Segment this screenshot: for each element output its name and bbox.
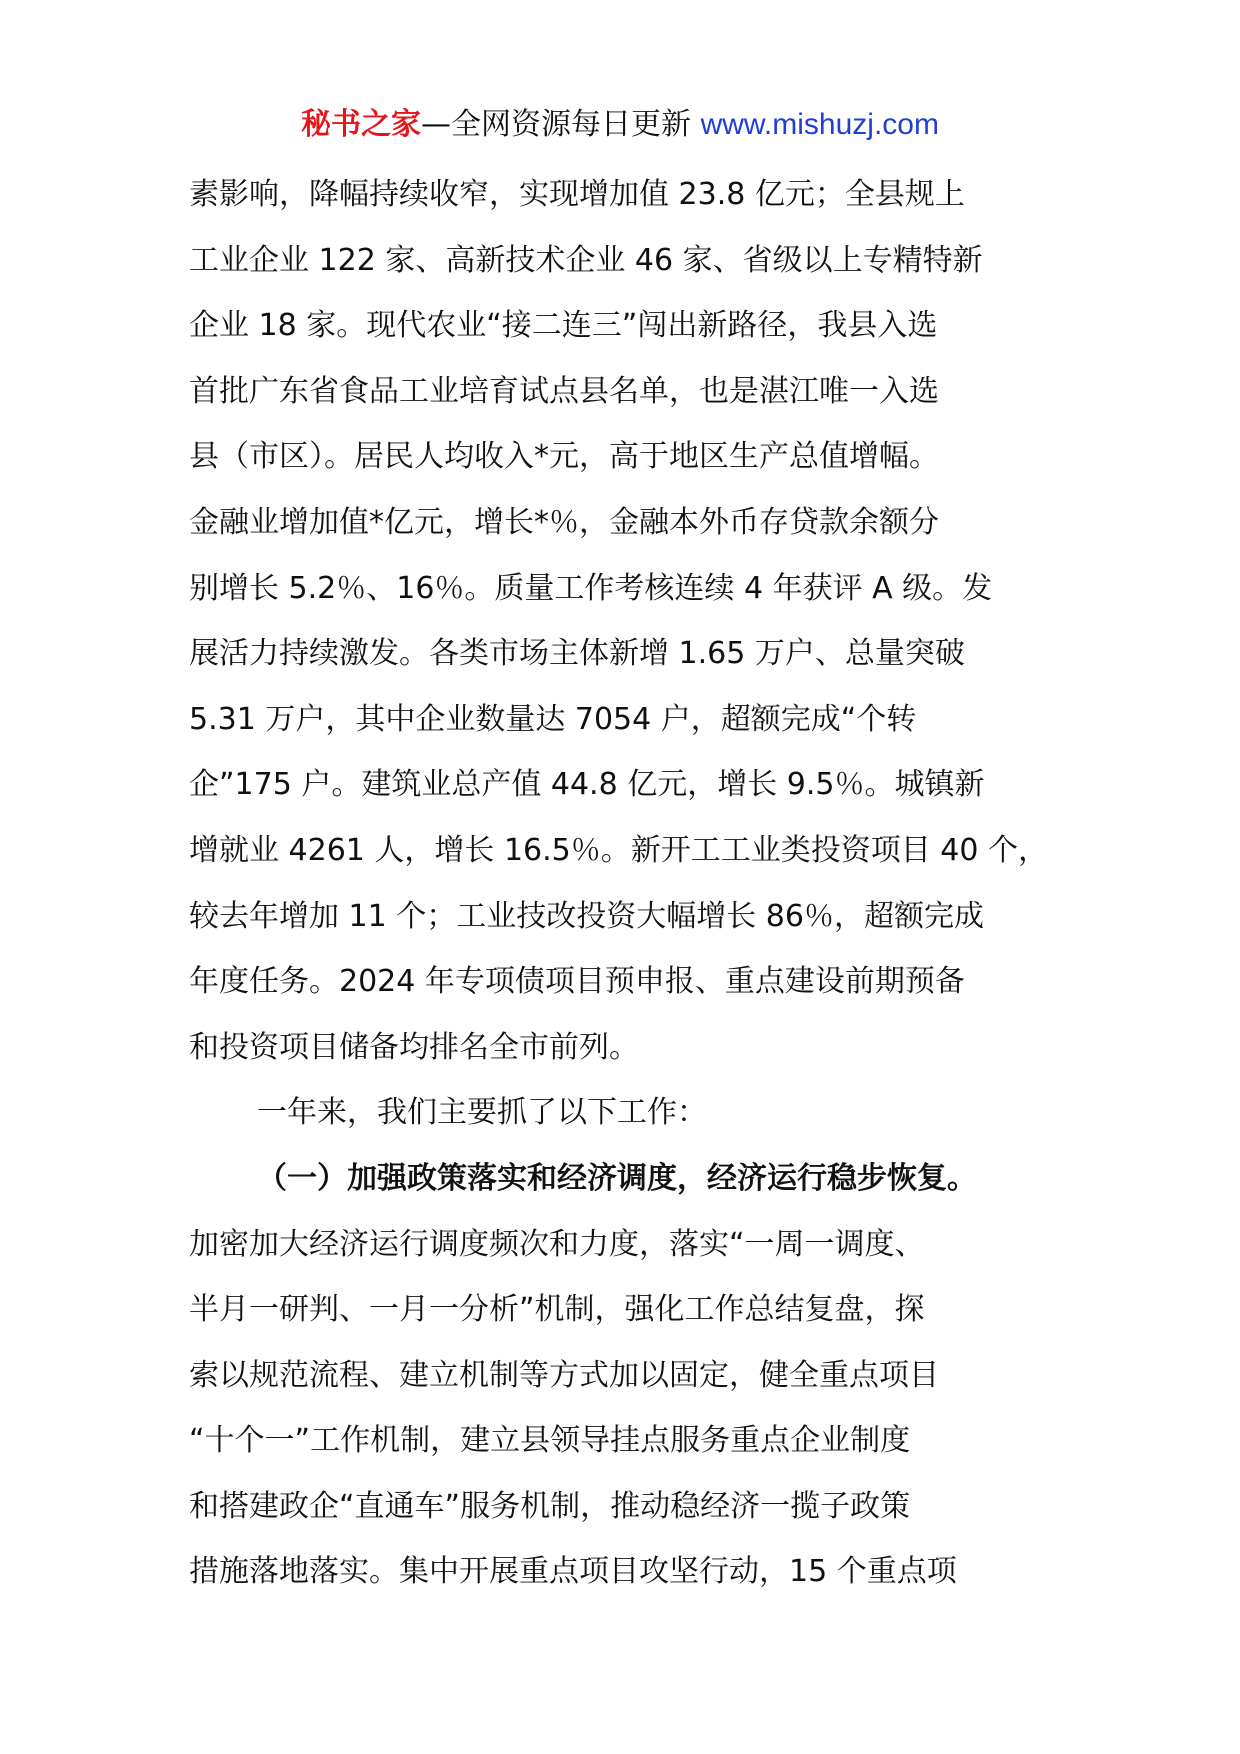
body-line: 工业企业 122 家、高新技术企业 46 家、省级以上专精特新 (189, 242, 983, 278)
body-line: 措施落地落实。集中开展重点项目攻坚行动，15 个重点项 (189, 1554, 957, 1590)
body-line: 增就业 4261 人，增长 16.5％。新开工工业类投资项目 40 个， (189, 832, 1048, 868)
body-line: 年度任务。2024 年专项债项目预申报、重点建设前期预备 (189, 964, 965, 1000)
body-line: 较去年增加 11 个；工业技改投资大幅增长 86％，超额完成 (189, 898, 984, 934)
brand-name: 秘书之家 (301, 107, 422, 142)
paragraph-intro: 一年来，我们主要抓了以下工作： (257, 1095, 707, 1131)
body-line: 加密加大经济运行调度频次和力度，落实“一周一调度、 (189, 1226, 925, 1262)
body-line: 企”175 户。建筑业总产值 44.8 亿元，增长 9.5％。城镇新 (189, 767, 985, 803)
body-line: “十个一”工作机制，建立县领导挂点服务重点企业制度 (189, 1423, 911, 1459)
body-line: 别增长 5.2％、16％。质量工作考核连续 4 年获评 A 级。发 (189, 570, 993, 606)
website-link[interactable]: www.mishuzj.com (700, 108, 939, 141)
body-line: 半月一研判、一月一分析”机制，强化工作总结复盘，探 (189, 1292, 925, 1328)
page-header (0, 100, 1240, 150)
body-line: 首批广东省食品工业培育试点县名单，也是湛江唯一入选 (189, 373, 939, 409)
body-line: 县（市区）。居民人均收入*元，高于地区生产总值增幅。 (189, 439, 939, 475)
body-line: 5.31 万户，其中企业数量达 7054 户，超额完成“个转 (189, 701, 917, 737)
body-line: 金融业增加值*亿元，增长*％，金融本外币存贷款余额分 (189, 504, 939, 540)
header-tagline: —全网资源每日更新 (421, 107, 701, 142)
body-line: 索以规范流程、建立机制等方式加以固定，健全重点项目 (189, 1357, 939, 1393)
document-body (189, 162, 1089, 1605)
body-line: 和投资项目储备均排名全市前列。 (189, 1029, 639, 1065)
section-heading: （一）加强政策落实和经济调度，经济运行稳步恢复。 (257, 1160, 977, 1196)
body-line: 企业 18 家。现代农业“接二连三”闯出新路径，我县入选 (189, 308, 938, 344)
body-line: 和搭建政企“直通车”服务机制，推动稳经济一揽子政策 (189, 1488, 911, 1524)
body-line: 展活力持续激发。各类市场主体新增 1.65 万户、总量突破 (189, 636, 965, 672)
body-line: 素影响，降幅持续收窄，实现增加值 23.8 亿元；全县规上 (189, 177, 965, 212)
